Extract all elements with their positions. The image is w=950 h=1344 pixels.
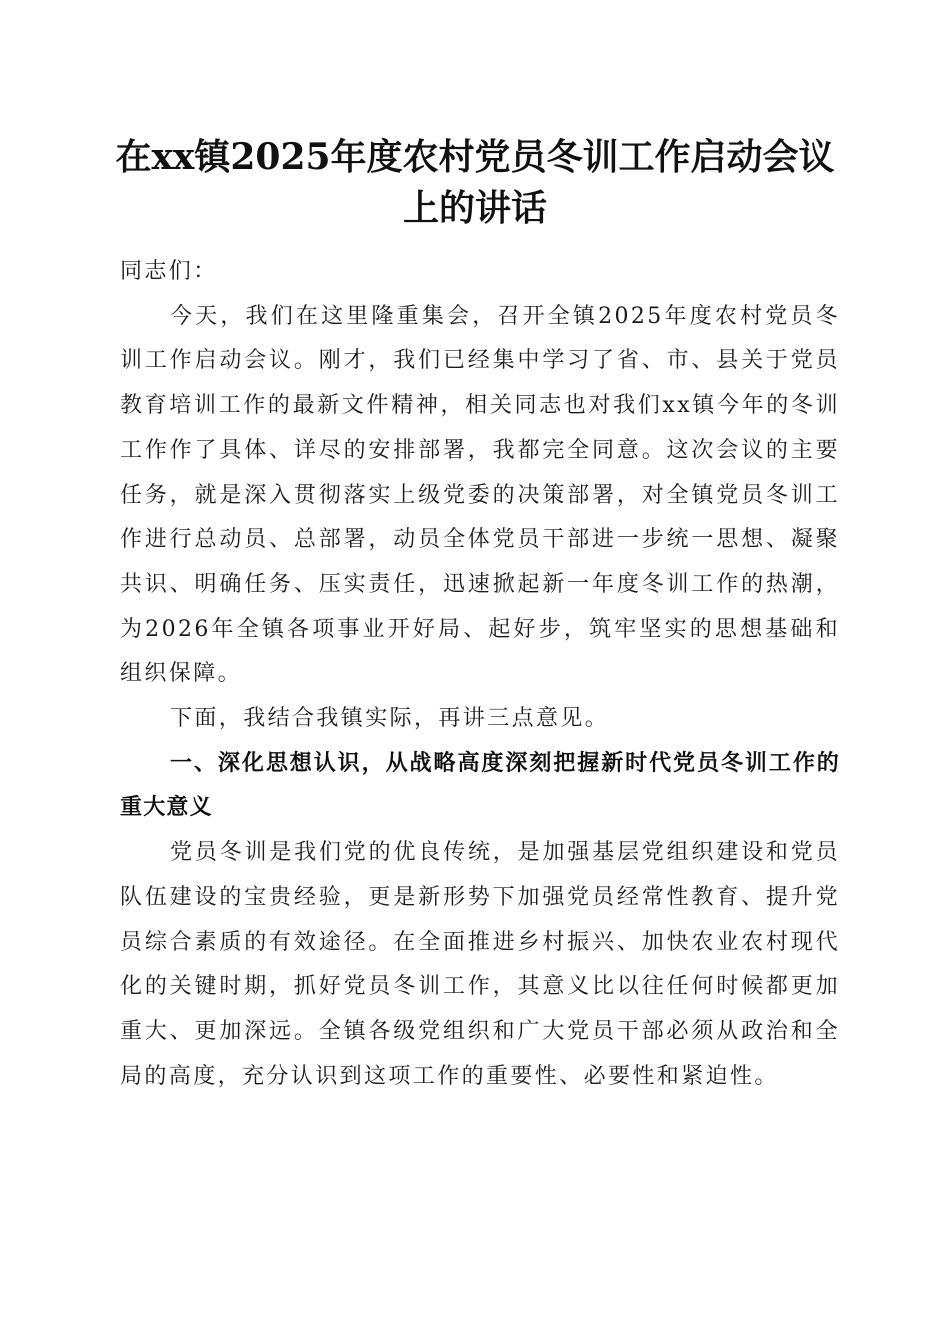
body-paragraph-transition: 下面，我结合我镇实际，再讲三点意见。 xyxy=(170,706,610,732)
document-body xyxy=(120,250,840,1099)
salutation: 同志们： xyxy=(120,259,218,284)
document-title: 在xx镇2025年度农村党员冬训工作启动会议上的讲话 xyxy=(115,136,835,229)
section-1-paragraph: 党员冬训是我们党的优良传统，是加强基层党组织建设和党员队伍建设的宝贵经验，更是新形势下加强党员经常性教育、提升党员综合素质的有效途径。在全面推进乡村振兴、加快农业农村现代化的关键时期，抓好党员冬训工作，其意义比以往任何时候都更加重大、更加深远。全镇各级党组织和广大党员干部必须从政治和全局的高度，充分认识到这项工作的重要性、必要性和紧迫性。 xyxy=(120,840,840,1089)
section-heading-1: 一、深化思想认识，从战略高度深刻把握新时代党员冬训工作的重大意义 xyxy=(120,750,840,821)
body-paragraph-opening: 今天，我们在这里隆重集会，召开全镇2025年度农村党员冬训工作启动会议。刚才，我们已经集中学习了省、市、县关于党员教育培训工作的最新文件精神，相关同志也对我们xx镇今年的冬训工作作了具体、详尽的安排部署，我都完全同意。这次会议的主要任务，就是深入贯彻落实上级党委的决策部署，对全镇党员冬训工作进行总动员、总部署，动员全体党员干部进一步统一思想、凝聚共识、明确任务、压实责任，迅速掀起新一年度冬训工作的热潮，为2026年全镇各项事业开好局、起好步，筑牢坚实的思想基础和组织保障。 xyxy=(120,303,840,687)
